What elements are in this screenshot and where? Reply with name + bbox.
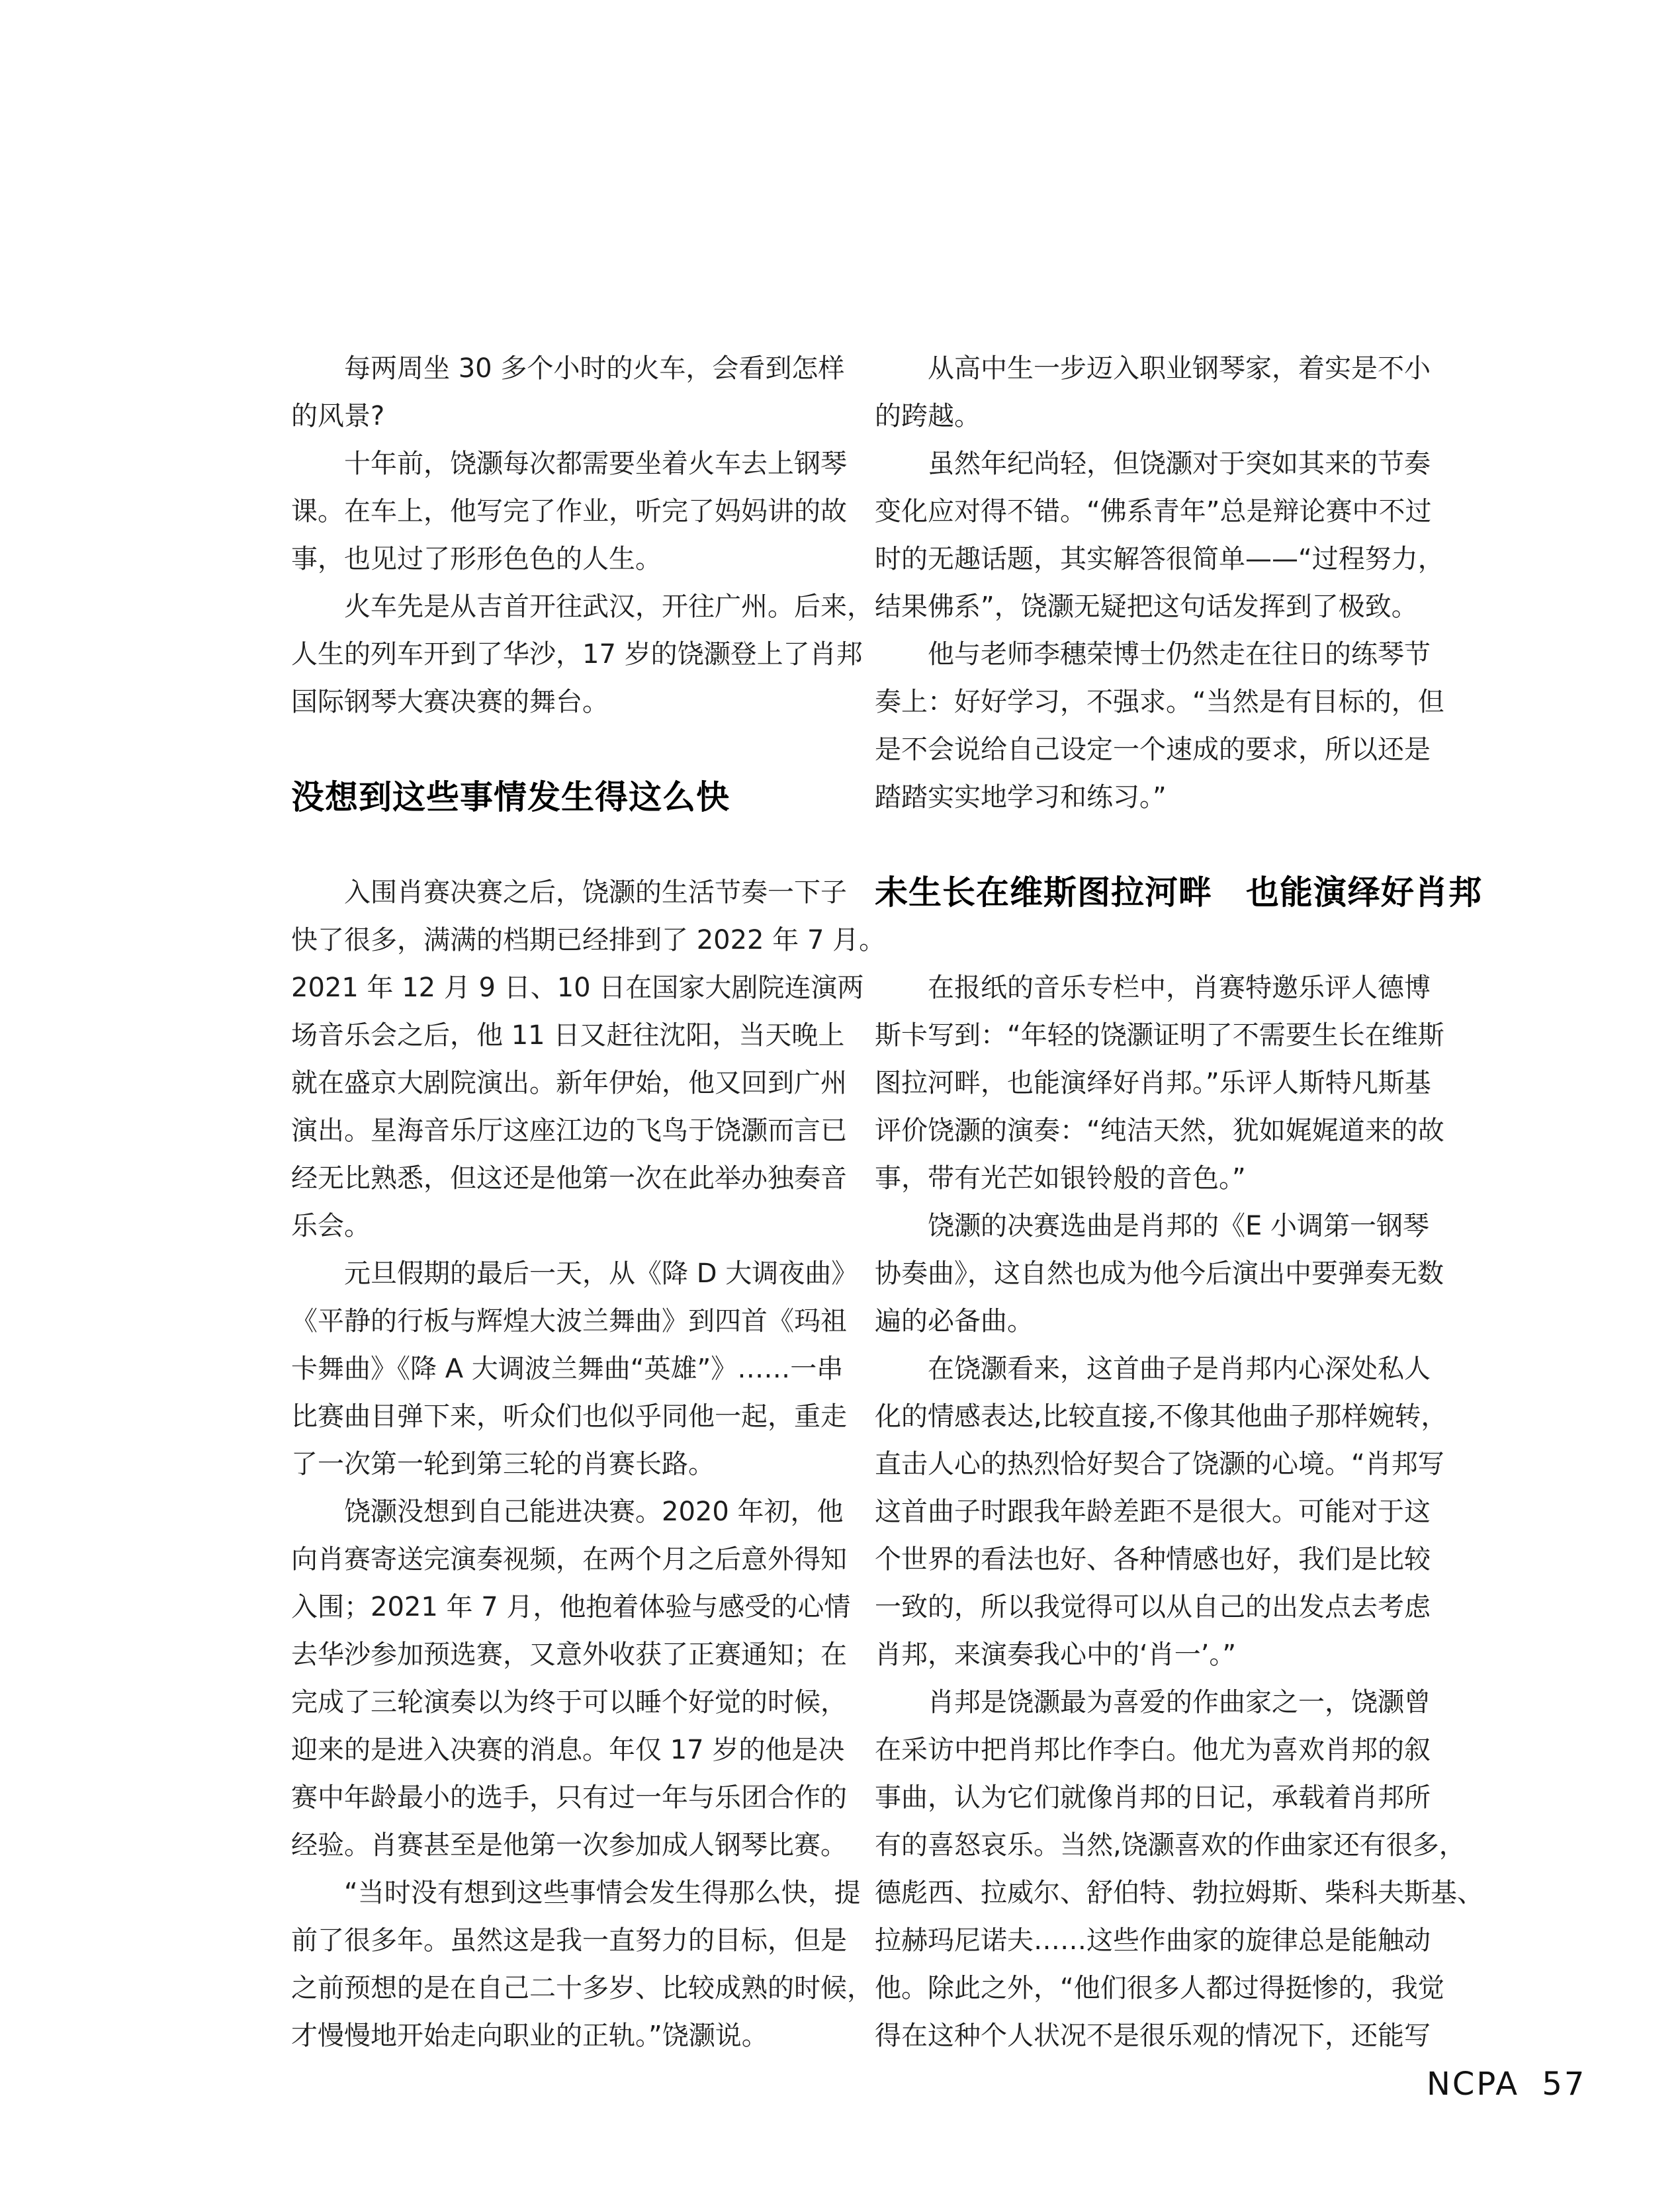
- paragraph: [291, 1250, 858, 1488]
- text-line: 前了很多年。虽然这是我一直努力的目标，但是: [291, 1925, 847, 1956]
- text-line: 经无比熟悉，但这还是他第一次在此举办独奏音: [291, 1163, 847, 1194]
- text-line: 乐会。: [291, 1211, 371, 1241]
- text-line: 结果佛系”，饶灏无疑把这句话发挥到了极致。: [875, 591, 1418, 622]
- text-line: 在采访中把肖邦比作李白。他尤为喜欢肖邦的叙: [875, 1735, 1431, 1765]
- text-line: 他。除此之外，“他们很多人都过得挺惨的，我觉: [875, 1973, 1444, 2003]
- paragraph: [875, 631, 1444, 821]
- paragraph: [875, 345, 1431, 440]
- text-line: 元旦假期的最后一天，从《降 D 大调夜曲》: [344, 1258, 858, 1289]
- text-line: 十年前，饶灏每次都需要坐着火车去上钢琴: [344, 449, 847, 479]
- text-line: 入围肖赛决赛之后，饶灏的生活节奏一下子: [344, 877, 847, 908]
- text-line: 变化应对得不错。“佛系青年”总是辩论赛中不过: [875, 496, 1432, 527]
- text-line: 一致的，所以我觉得可以从自己的出发点去考虑: [875, 1592, 1431, 1622]
- text-line: 《平静的行板与辉煌大波兰舞曲》到四首《玛祖: [291, 1306, 847, 1336]
- text-line: 奏上：好好学习，不强求。“当然是有目标的，但: [875, 687, 1444, 717]
- text-line: 演出。星海音乐厅这座江边的飞鸟于饶灏而言已: [291, 1116, 847, 1146]
- text-line: 课。在车上，他写完了作业，听完了妈妈讲的故: [291, 496, 847, 527]
- text-line: 向肖赛寄送完演奏视频，在两个月之后意外得知: [291, 1544, 847, 1575]
- paragraph: [291, 1869, 873, 2060]
- text-line: 得在这种个人状况不是很乐观的情况下，还能写: [875, 2021, 1431, 2051]
- text-line: 之前预想的是在自己二十多岁、比较成熟的时候，: [291, 1973, 873, 2003]
- text-line: 在报纸的音乐专栏中，肖赛特邀乐评人德博: [928, 973, 1431, 1003]
- text-line: 入围；2021 年 7 月，他抱着体验与感受的心情: [291, 1592, 851, 1622]
- text-line: 了一次第一轮到第三轮的肖赛长路。: [291, 1449, 715, 1479]
- text-line: 饶灏的决赛选曲是肖邦的《E 小调第一钢琴: [928, 1211, 1429, 1241]
- text-line: 图拉河畔，也能演绎好肖邦。”乐评人斯特凡斯基: [875, 1068, 1431, 1098]
- text-line: 饶灏没想到自己能进决赛。2020 年初，他: [344, 1497, 844, 1527]
- text-line: 迎来的是进入决赛的消息。年仅 17 岁的他是决: [291, 1735, 845, 1765]
- text-line: 这首曲子时跟我年龄差距不是很大。可能对于这: [875, 1497, 1431, 1527]
- text-line: 时的无趣话题，其实解答很简单——“过程努力，: [875, 544, 1444, 574]
- text-line: 快了很多，满满的档期已经排到了 2022 年 7 月。: [291, 925, 886, 955]
- text-line: “当时没有想到这些事情会发生得那么快，提: [344, 1878, 861, 1908]
- text-line: 是不会说给自己设定一个速成的要求，所以还是: [875, 734, 1431, 765]
- text-line: 火车先是从吉首开往武汉，开往广州。后来，: [344, 591, 873, 622]
- text-line: 化的情感表达,比较直接,不像其他曲子那样婉转，: [875, 1401, 1448, 1432]
- section-heading: 没想到这些事情发生得这么快: [291, 778, 730, 816]
- text-line: 2021 年 12 月 9 日、10 日在国家大剧院连演两: [291, 973, 864, 1003]
- text-line: 每两周坐 30 多个小时的火车，会看到怎样: [344, 353, 845, 384]
- section-heading: 未生长在维斯图拉河畔 也能演绎好肖邦: [875, 873, 1482, 912]
- paragraph: [291, 869, 886, 1250]
- text-line: 卡舞曲》《降 A 大调波兰舞曲“英雄”》……一串: [291, 1354, 844, 1384]
- text-line: 的跨越。: [875, 401, 981, 431]
- text-line: 才慢慢地开始走向职业的正轨。”饶灏说。: [291, 2021, 768, 2051]
- text-line: 就在盛京大剧院演出。新年伊始，他又回到广州: [291, 1068, 847, 1098]
- paragraph: [875, 1345, 1448, 1679]
- text-line: 协奏曲》，这自然也成为他今后演出中要弹奏无数: [875, 1258, 1444, 1289]
- paragraph: [291, 440, 847, 583]
- text-line: 事曲，认为它们就像肖邦的日记，承载着肖邦所: [875, 1782, 1431, 1813]
- text-line: 有的喜怒哀乐。当然,饶灏喜欢的作曲家还有很多，: [875, 1830, 1466, 1860]
- text-line: 经验。肖赛甚至是他第一次参加成人钢琴比赛。: [291, 1830, 847, 1860]
- text-line: 人生的列车开到了华沙，17 岁的饶灏登上了肖邦: [291, 639, 863, 670]
- text-line: 从高中生一步迈入职业钢琴家，着实是不小: [928, 353, 1431, 384]
- page-number: NCPA 57: [1427, 2066, 1587, 2103]
- text-line: 直击人心的热烈恰好契合了饶灏的心境。“肖邦写: [875, 1449, 1444, 1479]
- paragraph: [291, 583, 873, 726]
- text-line: 肖邦是饶灏最为喜爱的作曲家之一，饶灏曾: [928, 1687, 1431, 1718]
- text-line: 德彪西、拉威尔、舒伯特、勃拉姆斯、柴科夫斯基、: [875, 1878, 1483, 1908]
- text-line: 赛中年龄最小的选手，只有过一年与乐团合作的: [291, 1782, 847, 1813]
- text-line: 遍的必备曲。: [875, 1306, 1034, 1336]
- text-line: 完成了三轮演奏以为终于可以睡个好觉的时候，: [291, 1687, 847, 1718]
- text-line: 踏踏实实地学习和练习。”: [875, 782, 1167, 812]
- text-line: 肖邦，来演奏我心中的‘肖一’。”: [875, 1640, 1237, 1670]
- paragraph: [291, 1488, 851, 1869]
- text-line: 在饶灏看来，这首曲子是肖邦内心深处私人: [928, 1354, 1431, 1384]
- text-line: 个世界的看法也好、各种情感也好，我们是比较: [875, 1544, 1431, 1575]
- article-column-right: [875, 345, 1483, 2060]
- text-line: 的风景?: [291, 401, 385, 431]
- text-line: 虽然年纪尚轻，但饶灏对于突如其来的节奏: [928, 449, 1431, 479]
- text-line: 事，带有光芒如银铃般的音色。”: [875, 1163, 1246, 1194]
- paragraph: [875, 1679, 1483, 2060]
- text-line: 比赛曲目弹下来，听众们也似乎同他一起，重走: [291, 1401, 847, 1432]
- text-line: 国际钢琴大赛决赛的舞台。: [291, 687, 609, 717]
- text-line: 场音乐会之后，他 11 日又赶往沈阳，当天晚上: [291, 1020, 845, 1051]
- text-line: 事，也见过了形形色色的人生。: [291, 544, 662, 574]
- paragraph: [875, 1202, 1444, 1345]
- text-line: 拉赫玛尼诺夫……这些作曲家的旋律总是能触动: [875, 1925, 1431, 1956]
- text-line: 斯卡写到：“年轻的饶灏证明了不需要生长在维斯: [875, 1020, 1444, 1051]
- text-line: 评价饶灏的演奏：“纯洁天然，犹如娓娓道来的故: [875, 1116, 1444, 1146]
- text-line: 他与老师李穗荣博士仍然走在往日的练琴节: [928, 639, 1431, 670]
- text-line: 去华沙参加预选赛，又意外收获了正赛通知；在: [291, 1640, 847, 1670]
- paragraph: [875, 964, 1444, 1202]
- paragraph: [875, 440, 1444, 631]
- paragraph: [291, 345, 845, 440]
- article-column-left: [291, 345, 886, 2060]
